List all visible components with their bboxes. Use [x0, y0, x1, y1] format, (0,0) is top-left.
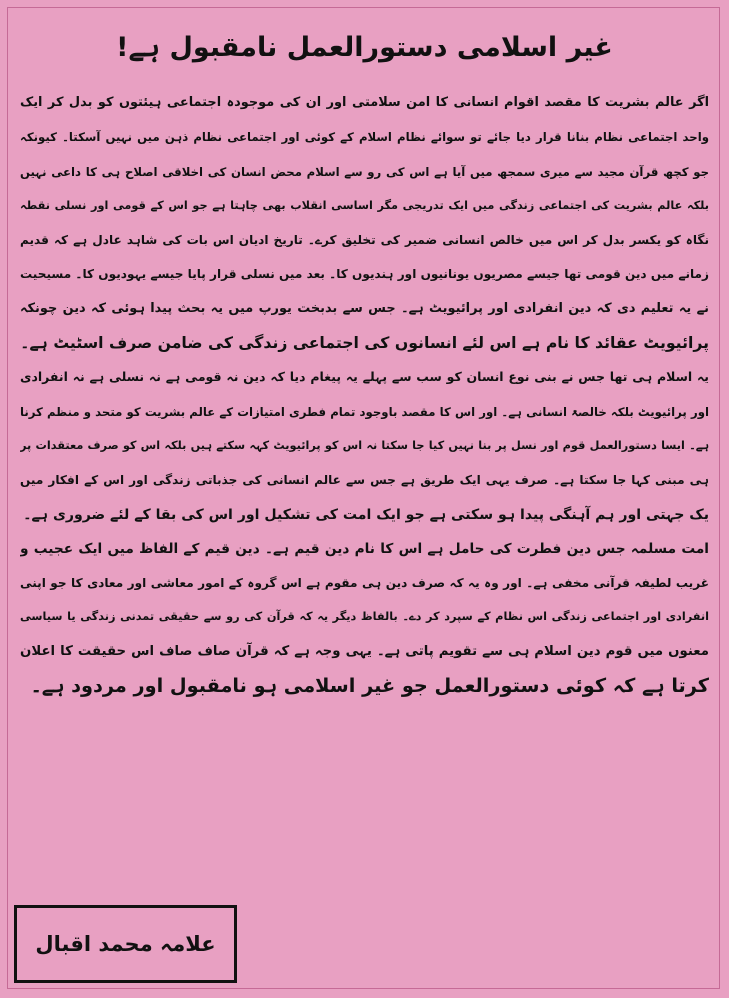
text-line: اور پرائیویٹ بلکہ خالصۃ انسانی ہے۔ اور اس کا مقصد باوجود تمام فطری امتیازات کے عالم بشریت کو متحد و منظم کرنا — [20, 404, 709, 419]
author-signature-box — [14, 905, 237, 983]
text-line: ہی مبنی کہا جا سکتا ہے۔ صرف یہی ایک طریق ہے جس سے عالم انسانی کی جذباتی زندگی اور اس کے افکار میں — [20, 473, 709, 488]
text-line: جو کچھ قرآن مجید سے میری سمجھ میں آیا ہے اس کی رو سے اسلام محض انسان کی اخلاقی اصلاح ہی کا داعی نہیں — [20, 164, 709, 179]
text-line-paragraph-end: کرتا ہے کہ کوئی دستورالعمل جو غیر اسلامی ہو نامقبول اور مردود ہے۔ — [30, 674, 709, 698]
text-line-paragraph-end: یک جہتی اور ہم آہنگی پیدا ہو سکتی ہے جو ایک امت کی تشکیل اور اس کی بقا کے لئے ضروری ہے۔ — [23, 506, 709, 523]
text-line: اگر عالم بشریت کا مقصد اقوام انسانی کا امن سلامتی اور ان کی موجودہ اجتماعی ہیئتوں کو بدل کر ایک — [20, 95, 709, 110]
text-line: زمانے میں دین قومی تھا جیسے مصریوں یونانیوں اور ہندیوں کا۔ بعد میں نسلی قرار پایا جیسے یہودیوں کا۔ مسیحیت — [20, 267, 709, 282]
text-line: امت مسلمہ جس دین فطرت کی حامل ہے اس کا نام دین قیم ہے۔ دین قیم کے الفاظ میں ایک عجیب و — [20, 540, 709, 557]
author-name: علامہ محمد اقبال — [35, 931, 216, 956]
text-line: بلکہ عالم بشریت کی اجتماعی زندگی میں ایک تدریجی مگر اساسی انقلاب بھی چاہتا ہے جو اس کے قومی اور نسلی نقطہ — [20, 198, 709, 212]
text-line: ہے۔ ایسا دستورالعمل قوم اور نسل پر بنا نہیں کیا جا سکتا نہ اس کو پرائیویٹ کہہ سکتے ہیں بلکہ اس کو صرف معتقدات پر — [20, 438, 709, 452]
text-line: یہ اسلام ہی تھا جس نے بنی نوع انسان کو سب سے پہلے یہ پیغام دیا کہ دین نہ قومی ہے نہ نسلی ہے نہ انفرادی — [20, 369, 709, 385]
article-body — [20, 86, 709, 703]
text-line: واحد اجتماعی نظام بنانا قرار دیا جائے تو سوائے نظام اسلام کے کوئی اور اجتماعی نظام ذہن میں نہیں آسکتا۔ کیونکہ — [20, 130, 709, 145]
text-line: انفرادی اور اجتماعی زندگی اس نظام کے سپرد کر دے۔ بالفاظ دیگر یہ کہ قرآن کی رو سے حقیقی تمدنی زندگی یا سیاسی — [20, 610, 709, 624]
page-title: غیر اسلامی دستورالعمل نامقبول ہے! — [116, 32, 613, 63]
text-line: غریب لطیفہ قرآنی مخفی ہے۔ اور وہ یہ کہ صرف دین ہی مقوم ہے اس گروہ کے امور معاشی اور معادی کا جو اپنی — [20, 576, 709, 591]
text-line: نگاہ کو یکسر بدل کر اس میں خالص انسانی ضمیر کی تخلیق کرے۔ تاریخ ادیان اس بات کی شاہد عادل ہے کہ قدیم — [20, 233, 709, 248]
text-line-paragraph-end: پرائیویٹ عقائد کا نام ہے اس لئے انسانوں کی اجتماعی زندگی کی ضامن صرف اسٹیٹ ہے۔ — [20, 333, 709, 353]
text-line: نے یہ تعلیم دی کہ دین انفرادی اور پرائیویٹ ہے۔ جس سے بدبخت یورپ میں یہ بحث پیدا ہوئی کہ دین چونکہ — [20, 300, 709, 316]
text-line: معنوں میں قوم دین اسلام ہی سے تقویم پاتی ہے۔ یہی وجہ ہے کہ قرآن صاف صاف اس حقیقت کا اعلان — [20, 643, 709, 659]
